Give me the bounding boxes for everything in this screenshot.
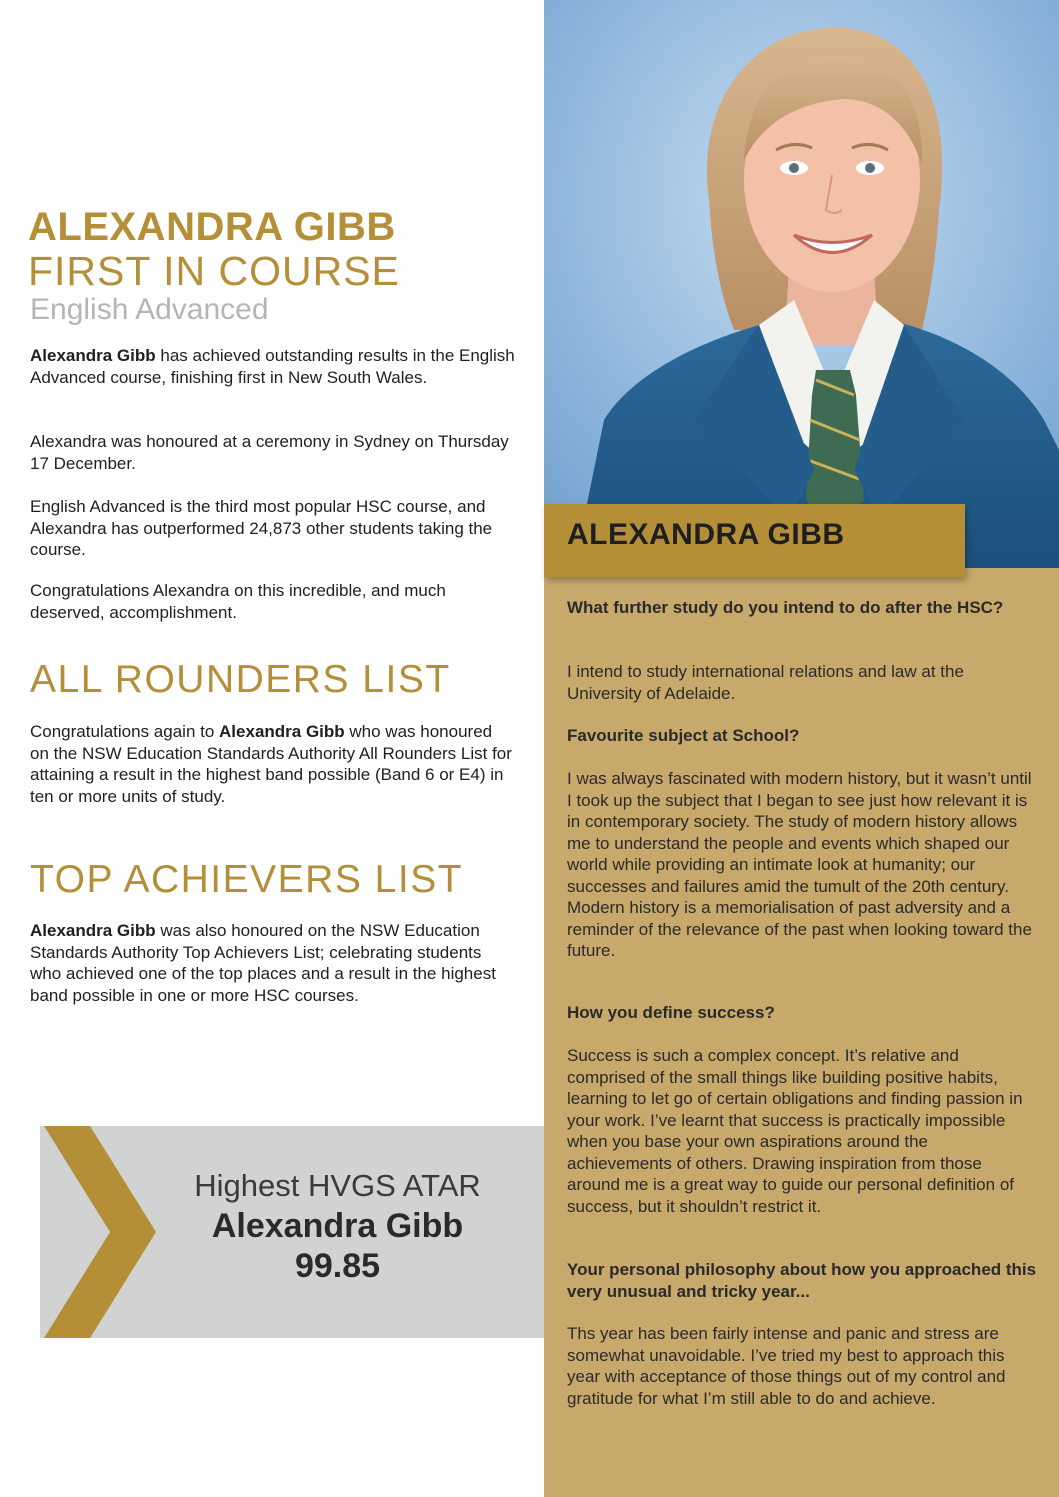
question-2: Favourite subject at School? [567,726,800,745]
chevron-icon [44,1126,156,1338]
atar-label: Highest HVGS ATAR [194,1168,481,1203]
question-3: How you define success? [567,1003,775,1022]
answer-1: I intend to study international relations and law at the University of Adelaide. [567,662,964,703]
all-rounders-heading: ALL ROUNDERS LIST [30,658,451,701]
top-achievers-paragraph: Alexandra Gibb was also honoured on the NSW Education Standards Authority Top Achievers List; celebrating students who achieved one of the top places and a result in the highest band possible in one or more HSC courses. [30,921,496,1005]
intro-paragraph-3: English Advanced is the third most popular HSC course, and Alexandra has outperformed 24,873 other students taking the course. [30,497,493,559]
course-subheading: English Advanced [30,293,269,326]
student-portrait [544,0,1059,568]
intro-paragraph-2: Alexandra was honoured at a ceremony in Sydney on Thursday 17 December. [30,432,509,473]
profile-name: ALEXANDRA GIBB [567,518,845,551]
intro-paragraph-4: Congratulations Alexandra on this incredible, and much deserved, accomplishment. [30,581,446,622]
page-title: ALEXANDRA GIBB [28,205,396,249]
intro-paragraph-1: Alexandra Gibb has achieved outstanding results in the English Advanced course, finishing first in New South Wales. [30,346,515,387]
all-rounders-paragraph: Congratulations again to Alexandra Gibb who was honoured on the NSW Education Standards Authority All Rounders List for attaining a result in the highest band possible (Band 6 or E4) in ten or more units of study. [30,722,512,806]
answer-4: Ths year has been fairly intense and panic and stress are somewhat unavoidable. I’ve tried my best to approach this year with acceptance of those things out of my control and gratitude for what I’m still able to do and achieve. [567,1324,1006,1408]
answer-2: I was always fascinated with modern history, but it wasn’t until I took up the subject that I began to see just how relevant it is in contemporary society. The study of modern history allows me to understand the people and events which shaped our world while providing an intimate look at humanity; our successes and failures amid the tumult of the 20th century. Modern history is a memorialisation of past adversity and a reminder of the relevance of the past when looking toward the future. [567,769,1032,960]
atar-banner-text [150,1166,525,1286]
atar-student-name: Alexandra Gibb [211,1207,464,1245]
answer-3: Success is such a complex concept. It’s relative and comprised of the small things like building positive habits, learning to let go of certain obligations and finding passion in your work. I’ve learnt that success is practically impossible when you base your own aspirations around the achievements of others. Drawing inspiration from those around me is a great way to guide our personal definition of success, but it shouldn’t restrict it. [567,1046,1023,1216]
achievement-heading: FIRST IN COURSE [28,248,400,294]
top-achievers-heading: TOP ACHIEVERS LIST [30,858,464,901]
profile-name-tab [544,504,965,577]
question-4: Your personal philosophy about how you approached this very unusual and tricky year... [567,1260,1037,1301]
atar-score: 99.85 [294,1247,381,1285]
question-1: What further study do you intend to do after the HSC? [567,598,1004,617]
